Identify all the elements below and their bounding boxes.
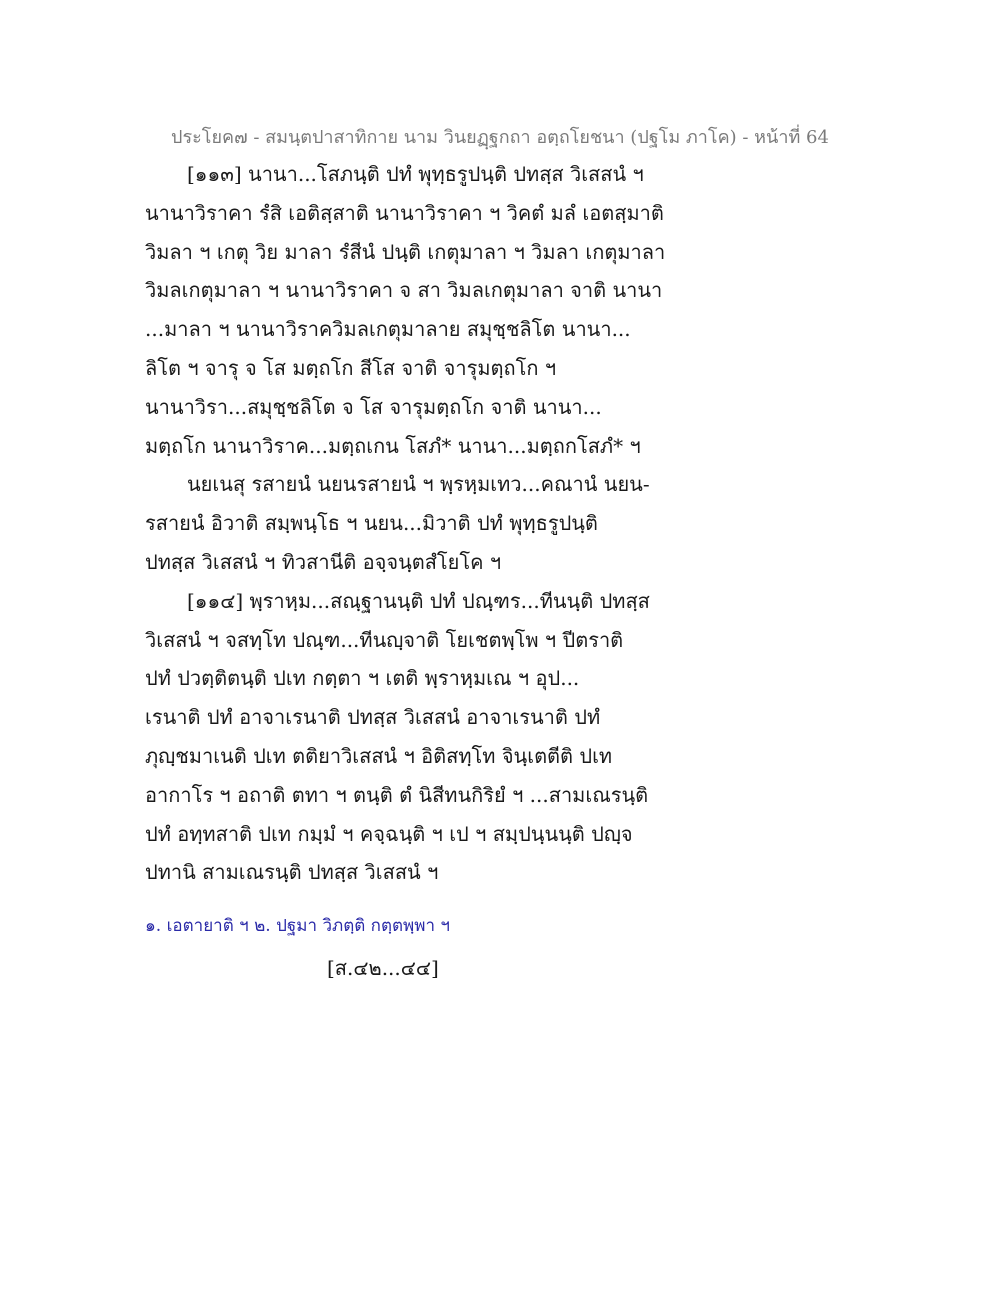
text-line: ภุญฺชมาเนติ ปเท ตติยาวิเสสนํ ฯ อิติสทฺโท จินฺเตตีติ ปเท — [145, 743, 613, 768]
text-line: มตฺถโก นานาวิราค...มตฺถเกน โสภํ* นานา...มตฺถกโสภํ* ฯ — [145, 433, 641, 458]
text-line: ปทํ ปวตฺติตนฺติ ปเท กตฺตา ฯ เตติ พฺราหฺมเณ ฯ อุป... — [145, 666, 580, 691]
text-line: วิมลเกตุมาลา ฯ นานาวิราคา จ สา วิมลเกตุมาลา จาติ นานา — [145, 278, 663, 303]
text-line: นยเนสุ รสายนํ นยนรสายนํ ฯ พฺรหฺมเทว...คณานํ นยน- — [187, 472, 650, 497]
text-line: ปทานิ สามเณรนฺติ ปทสฺส วิเสสนํ ฯ — [145, 860, 439, 885]
text-line: ปทสฺส วิเสสนํ ฯ ทิวสานีติ อจฺจนฺตสํโยโค ฯ — [145, 549, 502, 574]
page-reference: [ส.๔๒...๔๔] — [327, 956, 439, 980]
text-line: [๑๑๔] พฺราหฺม...สณฺฐานนฺติ ปทํ ปณฺฑร...ทีนนฺติ ปทสฺส — [187, 588, 650, 613]
text-line: ลิโต ฯ จารุ จ โส มตฺถโก สีโส จาติ จารุมตฺถโก ฯ — [145, 355, 557, 380]
body-text — [145, 155, 905, 892]
text-line: นานาวิราคา รํสิ เอติสฺสาติ นานาวิราคา ฯ วิคตํ มลํ เอตสฺมาติ — [145, 200, 664, 225]
text-line: เรนาติ ปทํ อาจาเรนาติ ปทสฺส วิเสสนํ อาจาเรนาติ ปทํ — [145, 705, 601, 730]
text-line: [๑๑๓] นานา...โสภนฺติ ปทํ พุทฺธรูปนฺติ ปทสฺส วิเสสนํ ฯ — [187, 162, 644, 186]
text-line: นานาวิรา...สมุชฺชลิโต จ โส จารุมตฺถโก จาติ นานา... — [145, 394, 602, 419]
text-line: วิมลา ฯ เกตุ วิย มาลา รํสีนํ ปนฺติ เกตุมาลา ฯ วิมลา เกตุมาลา — [145, 239, 666, 264]
text-line: อากาโร ฯ อถาติ ตทา ฯ ตนฺติ ตํ นิสีทนกิริยํ ฯ ...สามเณรนฺติ — [145, 782, 649, 807]
text-line: รสายนํ อิวาติ สมฺพนฺโธ ฯ นยน...มิวาติ ปทํ พุทฺธรูปนฺติ — [145, 511, 598, 536]
text-line: ...มาลา ฯ นานาวิราควิมลเกตุมาลาย สมุชฺชลิโต นานา... — [145, 317, 631, 342]
text-line: ปทํ อทฺทสาติ ปเท กมฺมํ ฯ คจฺฉนฺติ ฯ เป ฯ สมฺปนฺนนฺติ ปญฺจ — [145, 821, 633, 846]
text-line: วิเสสนํ ฯ จสทฺโท ปณฺฑ...ทีนญฺจาติ โยเชตพฺโพ ฯ ปีตราติ — [145, 627, 624, 652]
footnote: ๑. เอตายาติ ฯ ๒. ปฐมา วิภตฺติ กตฺตพฺพา ฯ — [145, 916, 450, 936]
page-header: ประโยค๗ - สมนฺตปาสาทิกาย นาม วินยฏฺฐกถา อตฺถโยชนา (ปฐโม ภาโค) - หน้าที่ 64 — [171, 127, 829, 148]
